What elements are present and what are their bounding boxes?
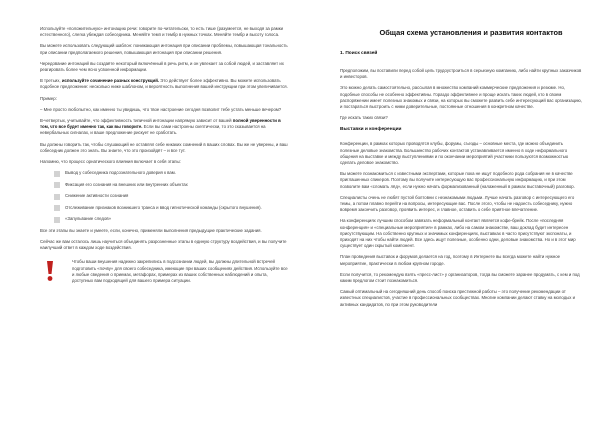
steps-list bbox=[40, 170, 290, 223]
list-item-text: Снижение активности сознания bbox=[65, 193, 129, 199]
paragraph: План проведения выставок и форумов делается на год, поэтому в Интернете вы всегда можете найти нужное мероприятие, практически в любом крупном городе. bbox=[340, 254, 561, 266]
page-title: Общая схема установления и развития контактов bbox=[379, 28, 563, 37]
list-item bbox=[54, 216, 290, 223]
square-bullet-icon bbox=[54, 182, 60, 188]
square-bullet-icon bbox=[54, 171, 60, 177]
paragraph: Чередование интонаций вы создаёте некоторый включённый в речь ритм, и он увлекает за собой людей, и заставляет их реагировать более чем ясно усвоенной информации. bbox=[40, 60, 284, 73]
exclamation-icon bbox=[42, 260, 58, 287]
paragraph: Предположим, вы поставили перед собой цель трудоустроиться в серьезную компанию, либо найти крупных заказчиков и инвесторов. bbox=[340, 68, 582, 80]
paragraph: – Мне просто любопытно, как именно ты увидишь, что твое настроение сегодня позволит тебе устать меньше вечером? bbox=[40, 106, 282, 112]
text-span: Если вы сами настроены скептически, то это сказывается на невербальных сигналах, и ваше предложение рискует не сработать. bbox=[40, 124, 266, 136]
list-item-text: «Запульвание следов» bbox=[65, 216, 112, 222]
paragraph bbox=[40, 118, 290, 137]
paragraph: Пример: bbox=[40, 95, 57, 101]
square-bullet-icon bbox=[54, 217, 60, 223]
square-bullet-icon bbox=[54, 205, 60, 211]
list-item-text: Отслеживание признаков возникшего транса и ввод гипнотической команды (скрытого внушения). bbox=[65, 204, 262, 210]
paragraph: Специалисты очень не любят пустой болтовни с незнакомыми людьми. Лучше начать разговор с интересующего его темы, а потом плавно перейти на вопросы, интересующие вас. После этого, чтобы не надоесть собеседнику, нужно вовремя закончить разговор, проявить интерес, и главное, оставить о себе приятное впечатление. bbox=[340, 194, 575, 213]
section-subheading: Выставки и конференции bbox=[340, 127, 402, 133]
bold-text: используйте сочинение разных конструкций. bbox=[61, 78, 160, 84]
text-span: В третьих, bbox=[40, 78, 61, 84]
list-item bbox=[54, 182, 290, 189]
text-span: В-четвертых, учитывайте, что эффективность типичной интонации напрямую зависит от вашей bbox=[40, 118, 232, 124]
paragraph: Конференции, в рамках которых проводятся клубы, форумы, съезды – основные места, где можно объединить полезные деловые знакомства. Большинство рабочих контактов устанавливается именно в ходе неформального общения на выставке и между выступлениями и по окончании мероприятий участники пользуются возможностью сделать деловое знакомство. bbox=[340, 141, 569, 166]
paragraph: Сейчас же вам осталось лишь научиться объединять разрозненные этапы в единую структуру воздействия, и вы получите наилучший ответ в каждом ходе воздействия. bbox=[40, 238, 287, 251]
paragraph: Вы можете использовать следующий шаблон: понижающая интонация при описании проблемы, повышающая тональность при описании предполагаемого решения, повышающая интонация при описании решения. bbox=[40, 43, 288, 55]
paragraph: На конференциях лучшим способом завязать неформальный контакт является кофе-брейк. После «последняя конференция» и «специальные мероприятия» в рамках, либо на самом знакомстве, ваш доклад будет интересен присутствующим. На собственно крупных и значимых конференциях, выставках в часто присутствуют экспонаты, и приходят на них чтобы найти людей. Все здесь ищут полезные, особенно одни, деловые знакомства. Но и в этот мир существует один скрытый компонент. bbox=[340, 218, 576, 249]
note-text: Чтобы ваши внушения надежно закрепились в подсознании людей, вы должны длительной встречей подготовить «почву» для своего собеседника, имеющие при ваших сообщениях действия. Используйте все и любые сведения о приемах, метафорах, примерах из ваших собственных наблюдений и опыта, доступных вам подходящей для вашего примера ситуации. bbox=[72, 259, 288, 283]
list-item-text: Вывод у собеседника подсознательного доверия к вам. bbox=[65, 170, 176, 176]
paragraph: Напомню, что процесс орнатического влияния включает в себя этапы: bbox=[40, 159, 181, 165]
paragraph: Используйте «положительную» интонацию речи: говорите по-читательски, то есть тише (разумеется, не выходя за рамки естественного), слегка убеждая собеседника. Меняйте темп и тембр в нужных точках. Меняйте тембр и высоту голоса. bbox=[40, 26, 284, 38]
section-heading: 1. Поиск связей bbox=[340, 51, 378, 56]
list-item bbox=[54, 170, 290, 177]
paragraph bbox=[40, 78, 290, 90]
list-item-text: Фиксация его сознания на внешних или внутренних объектах bbox=[65, 181, 188, 187]
paragraph: Вы должны говорить так, чтобы слушающий не оставлял себе никаких сомнений в ваших словах. Вы же не уверены, и ваш собеседник должен это знать. Вы знаете, что это произойдёт – и все тут. bbox=[40, 141, 288, 153]
right-page bbox=[300, 0, 600, 424]
paragraph: Это можно делать самостоятельно, рассылая в множество компаний коммерческие предложения и резюме. Но, подобные способы не особенно эффективны. Гораздо эффективнее и проще искать таких людей, кто в своем распоряжении имеет полезных знакомых и связи, на которых вы сможете развить себе интересующий вас организацию, и постараться выстроить с ними доверительные, постоянные отношения в конкретном качестве. bbox=[340, 85, 582, 110]
paragraph: Самый оптимальный на сегодняшний день способ поиска престижной работы – это получение рекомендации от известных специалистов, участие в профессиональных сообществах. Многие компании делают ставку на молодых и активных кандидатов, по при этом руководители bbox=[340, 289, 576, 307]
square-bullet-icon bbox=[54, 194, 60, 200]
list-item bbox=[54, 205, 290, 212]
bold-text: полной уверенности в том, что все будет именно так, как вы говорите. bbox=[40, 118, 281, 130]
paragraph: Если получится, то рекомендую взять «пресс-лист» у организаторов, тогда вы сможете заранее продумать, с кем и под каким предлогом стоит познакомиться. bbox=[340, 271, 580, 284]
list-item bbox=[54, 193, 290, 200]
paragraph: Где искать таких связи? bbox=[340, 115, 388, 121]
text-span: Это действует более эффективно. Вы можете использовать подобное предложение: несколько ниже шаблоном, и вероятность выполнения вашей инструкции при этом увеличивается. bbox=[40, 78, 288, 90]
paragraph: Все эти этапы вы знаете и умеете, если, конечно, применяли выполнения предыдущие практические задания. bbox=[40, 227, 262, 233]
warning-note bbox=[42, 259, 290, 287]
paragraph: Вы можете познакомиться с известными экспертами, которые пока не ищут подобного рода собрания не в качестве приглашенных спикеров. Поэтому вы получите интересующую вас профессиональную информацию, и при этом позволите вам «сломать лёд», если нужно начать формализованный (налаженный в рамках выставочный) разговор. bbox=[340, 171, 575, 189]
